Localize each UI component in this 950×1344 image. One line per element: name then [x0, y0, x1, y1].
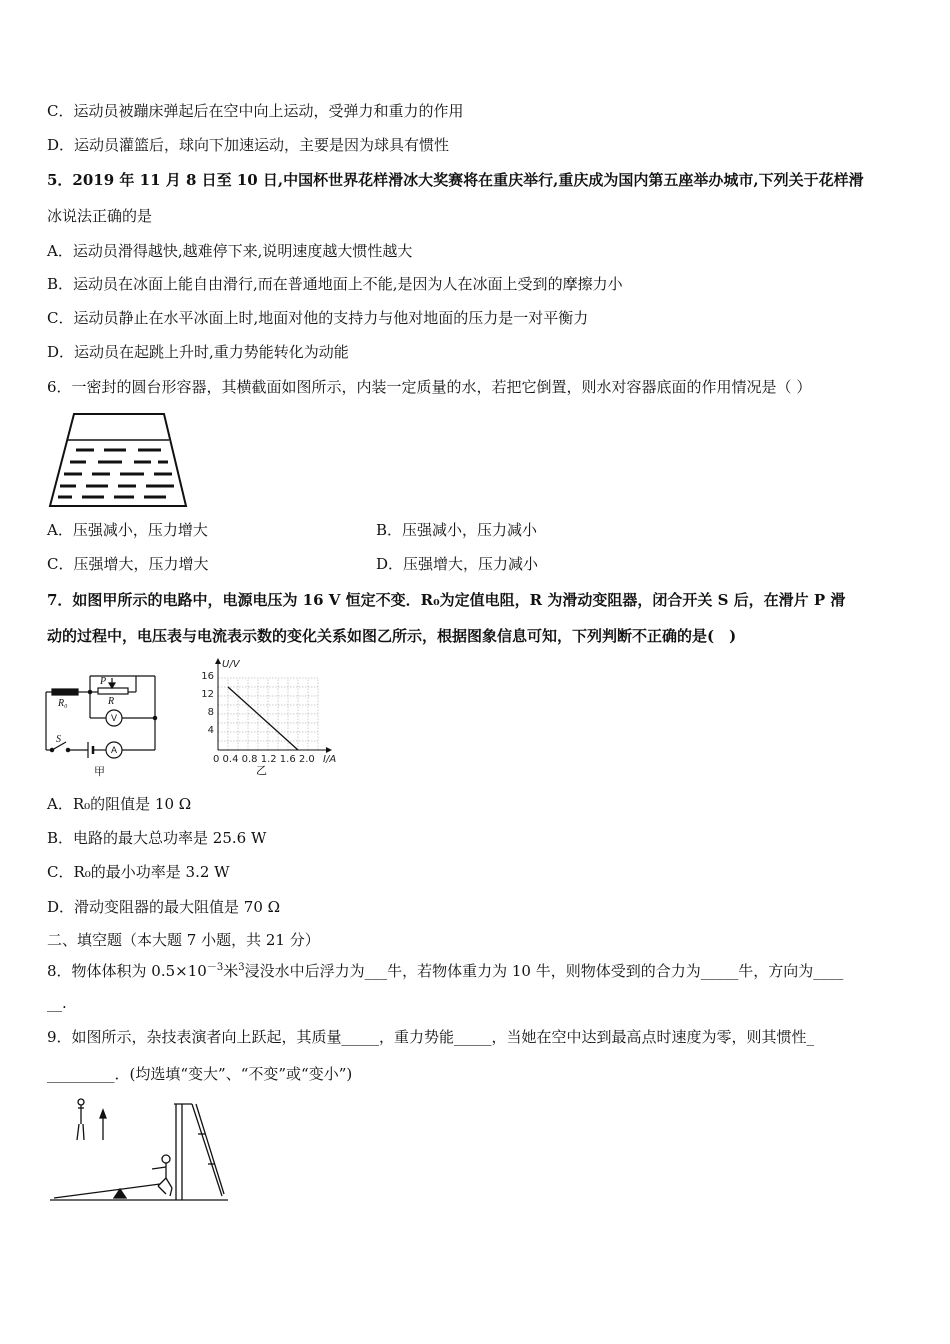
x-tick-labels: 0 0.4 0.8 1.2 1.6 2.0 — [213, 754, 315, 765]
q7-stem-line1: 7．如图甲所示的电路中，电源电压为 16 V 恒定不变．R₀为定值电阻，R 为滑动变阻器，闭合开关 S 后，在滑片 P 滑 — [47, 591, 846, 609]
y-tick-label: 16 — [201, 671, 214, 682]
label-r: R — [108, 696, 115, 707]
q7-option-a: A．R₀的阻值是 10 Ω — [47, 795, 192, 813]
q5-stem-line1: 5．2019 年 11 月 8 日至 10 日,中国杯世界花样滑冰大奖赛将在重庆举行,重庆成为国内第五座举办城市,下列关于花样滑 — [47, 171, 864, 189]
section-title: 二、填空题（本大题 7 小题，共 21 分） — [47, 931, 320, 949]
label-p: P — [100, 676, 107, 687]
q7-stem-line2: 动的过程中，电压表与电流表示数的变化关系如图乙所示，根据图象信息可知，下列判断不正确的是( ) — [47, 627, 737, 645]
r0-resistor — [52, 689, 78, 695]
x-axis-label: I/A — [323, 754, 337, 765]
q7-option-c: C．R₀的最小功率是 3.2 W — [47, 863, 230, 881]
u-i-data-line — [228, 687, 298, 750]
q9-line1: 9．如图所示，杂技表演者向上跃起，其质量_____，重力势能_____，当她在空中达到最高点时速度为零，则其惯性_ — [47, 1028, 815, 1046]
q5-option-a: A．运动员滑得越快,越难停下来,说明速度越大惯性越大 — [47, 242, 413, 260]
y-axis-label: U/V — [222, 659, 240, 670]
q7-circuit-figure — [40, 668, 165, 783]
y-tick-label: 4 — [207, 725, 214, 736]
q9-acrobat-figure — [48, 1094, 233, 1206]
q9-line2: _________．(均选填“变大”、“不变”或“变小”) — [47, 1065, 353, 1083]
ammeter-label: A — [110, 745, 118, 755]
label-r0: R₀ — [58, 698, 68, 709]
q4-option-c: C．运动员被蹦床弹起后在空中向上运动，受弹力和重力的作用 — [47, 102, 464, 120]
q7-graph-figure — [200, 658, 350, 778]
y-tick-label: 12 — [201, 689, 214, 700]
q8-line1: 8．物体体积为 $0.5\times 10^{-3}$米$^3$浸没水中后浮力为___牛，若物体重力为 10 牛，则物体受到的合力为_____牛，方向为____ — [47, 962, 844, 980]
q5-stem-line2: 冰说法正确的是 — [47, 207, 153, 225]
q5-option-d: D．运动员在起跳上升时,重力势能转化为动能 — [47, 343, 349, 361]
q6-option-c: C．压强增大，压力增大 — [47, 555, 209, 573]
y-tick-label: 8 — [207, 707, 214, 718]
circuit-caption: 甲 — [94, 765, 105, 778]
q6-option-a: A．压强减小，压力增大 — [47, 521, 208, 539]
q4-option-d: D．运动员灌篮后，球向下加速运动，主要是因为球具有惯性 — [47, 136, 450, 154]
q5-option-b: B．运动员在冰面上能自由滑行,而在普通地面上不能,是因为人在冰面上受到的摩擦力小 — [47, 275, 623, 293]
q5-option-c: C．运动员静止在水平冰面上时,地面对他的支持力与他对地面的压力是一对平衡力 — [47, 309, 589, 327]
q6-stem: 6．一密封的圆台形容器，其横截面如图所示，内装一定质量的水，若把它倒置，则水对容器底面的作用情况是（ ） — [47, 378, 812, 396]
q6-option-b: B．压强减小，压力减小 — [376, 521, 538, 539]
voltmeter-label: V — [110, 713, 118, 723]
q6-option-d: D．压强增大，压力减小 — [376, 555, 539, 573]
q6-container-figure — [46, 410, 191, 510]
q7-option-b: B．电路的最大总功率是 25.6 W — [47, 829, 267, 847]
label-s: S — [56, 734, 61, 745]
q8-line2: __. — [47, 994, 67, 1012]
q7-option-d: D．滑动变阻器的最大阻值是 70 Ω — [47, 898, 281, 916]
graph-caption: 乙 — [256, 764, 267, 777]
